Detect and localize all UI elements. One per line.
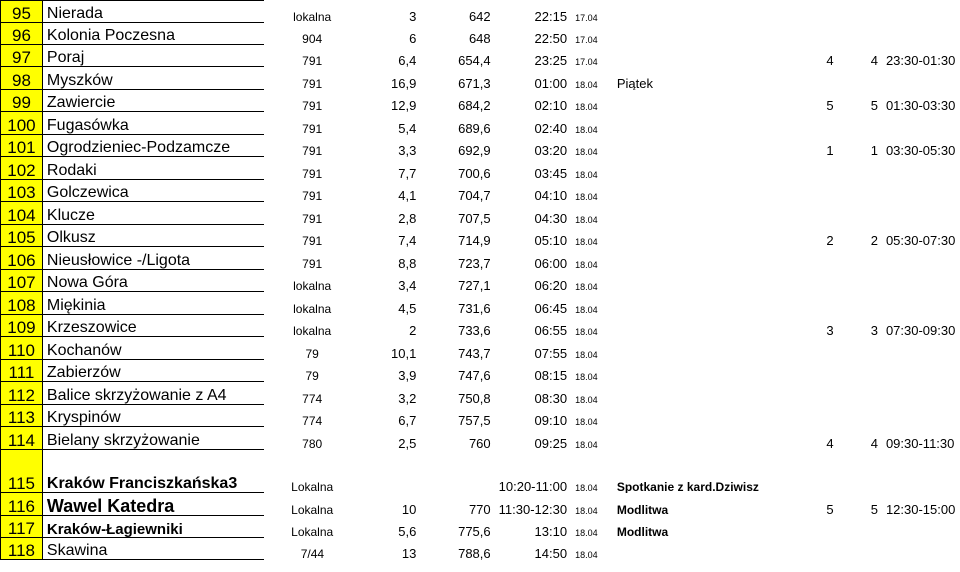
road-number: lokalna <box>293 9 332 23</box>
place-name: Balice skrzyżowanie z A4 <box>42 382 264 405</box>
distance: 3,2 <box>398 390 417 405</box>
note <box>613 180 790 202</box>
road-number: 79 <box>305 368 319 382</box>
rest-count: 4 <box>826 435 834 450</box>
rest-group <box>838 1 882 23</box>
date: 18.04 <box>575 505 598 516</box>
rest-window <box>882 180 960 202</box>
distance: 6,4 <box>398 52 417 67</box>
stop-number: 95 <box>1 1 43 23</box>
road-number: 791 <box>302 233 323 247</box>
place-name: Zabierzów <box>42 360 264 382</box>
table-row <box>1 493 960 516</box>
cumulative-km: 743,7 <box>458 345 491 360</box>
note <box>613 292 790 315</box>
road-number: 791 <box>302 53 323 67</box>
arrival-time: 06:20 <box>534 277 568 292</box>
table-row <box>1 135 960 157</box>
rest-count: 4 <box>826 52 834 67</box>
rest-group: 5 <box>870 501 878 516</box>
place-name: Kraków-Łagiewniki <box>42 516 264 538</box>
distance: 8,8 <box>398 255 417 270</box>
arrival-time: 13:10 <box>534 523 568 538</box>
distance: 3,4 <box>398 277 417 292</box>
cumulative-km: 704,7 <box>458 187 491 202</box>
rest-window <box>882 292 960 315</box>
note: Piątek <box>616 75 653 90</box>
table-row <box>1 23 960 45</box>
road-number: 79 <box>305 346 319 360</box>
rest-window: 09:30-11:30 <box>885 435 955 450</box>
arrival-time: 09:25 <box>534 435 568 450</box>
rest-group <box>838 337 882 360</box>
table-row <box>1 270 960 292</box>
rest-count <box>790 382 837 405</box>
note <box>613 270 790 292</box>
rest-group <box>838 382 882 405</box>
note <box>613 337 790 360</box>
arrival-time: 06:45 <box>534 300 568 315</box>
distance: 4,5 <box>398 300 417 315</box>
rest-count <box>790 516 837 538</box>
date: 18.04 <box>575 169 598 180</box>
place-name: Olkusz <box>42 225 264 247</box>
distance: 5,4 <box>398 120 417 135</box>
arrival-time: 01:00 <box>534 75 568 90</box>
rest-window <box>882 382 960 405</box>
rest-window: 05:30-07:30 <box>885 232 956 247</box>
rest-window <box>882 247 960 270</box>
table-row <box>1 247 960 270</box>
date: 18.04 <box>575 416 598 427</box>
cumulative-km: 684,2 <box>458 97 491 112</box>
distance: 12,9 <box>391 97 417 112</box>
place-name: Poraj <box>42 45 264 67</box>
rest-window: 12:30-15:00 <box>885 501 956 516</box>
distance: 2 <box>409 322 417 337</box>
date: 18.04 <box>575 482 598 493</box>
place-name: Kochanów <box>42 337 264 360</box>
distance: 7,4 <box>398 232 417 247</box>
rest-group <box>838 247 882 270</box>
rest-window: 23:30-01:30 <box>885 52 956 67</box>
rest-count <box>790 67 837 90</box>
distance: 7,7 <box>398 165 417 180</box>
cumulative-km: 642 <box>468 8 491 23</box>
rest-group <box>838 202 882 225</box>
rest-window <box>882 112 960 135</box>
cumulative-km <box>420 450 494 493</box>
table-row <box>1 67 960 90</box>
rest-window <box>882 405 960 427</box>
stop-number: 104 <box>1 202 43 225</box>
stop-number: 116 <box>1 493 43 516</box>
rest-group: 4 <box>870 52 878 67</box>
distance: 5,6 <box>398 523 417 538</box>
rest-count <box>790 292 837 315</box>
road-number: Lokalna <box>291 524 334 538</box>
place-name: Fugasówka <box>42 112 264 135</box>
rest-group: 5 <box>870 97 878 112</box>
cumulative-km: 723,7 <box>458 255 491 270</box>
arrival-time: 03:20 <box>534 142 568 157</box>
cumulative-km: 707,5 <box>458 210 491 225</box>
distance: 3 <box>409 8 417 23</box>
rest-window <box>882 23 960 45</box>
rest-group <box>838 450 882 493</box>
arrival-time: 08:15 <box>534 367 568 382</box>
arrival-time: 23:25 <box>534 52 568 67</box>
road-number: 791 <box>302 121 323 135</box>
place-name: Rodaki <box>42 157 264 180</box>
date: 18.04 <box>575 371 598 382</box>
place-name: Nierada <box>42 1 264 23</box>
rest-window <box>882 202 960 225</box>
road-number: lokalna <box>293 278 332 292</box>
stop-number: 98 <box>1 67 43 90</box>
arrival-time: 09:10 <box>534 412 568 427</box>
table-row <box>1 112 960 135</box>
arrival-time: 07:55 <box>534 345 568 360</box>
distance: 2,8 <box>398 210 417 225</box>
note <box>613 360 790 382</box>
distance: 2,5 <box>398 435 417 450</box>
cumulative-km: 700,6 <box>458 165 491 180</box>
road-number: Lokalna <box>291 502 334 516</box>
date: 18.04 <box>575 527 598 538</box>
rest-window: 01:30-03:30 <box>885 97 956 112</box>
table-row <box>1 225 960 247</box>
table-row <box>1 292 960 315</box>
stop-number: 117 <box>1 516 43 538</box>
stop-number: 102 <box>1 157 43 180</box>
road-number: 791 <box>302 76 323 90</box>
rest-count <box>790 157 837 180</box>
arrival-time: 08:30 <box>534 390 568 405</box>
table-row <box>1 315 960 337</box>
stop-number: 110 <box>1 337 43 360</box>
date: 18.04 <box>575 304 598 315</box>
stop-number: 97 <box>1 45 43 67</box>
date: 18.04 <box>575 549 598 560</box>
date: 17.04 <box>575 12 598 23</box>
rest-group <box>838 516 882 538</box>
note <box>613 45 790 67</box>
table-row <box>1 45 960 67</box>
rest-group: 2 <box>870 232 878 247</box>
note <box>613 90 790 112</box>
table-row <box>1 360 960 382</box>
place-name: Kolonia Poczesna <box>42 23 264 45</box>
road-number: 774 <box>302 391 323 405</box>
note <box>613 315 790 337</box>
rest-window <box>882 337 960 360</box>
place-name: Kryspinów <box>42 405 264 427</box>
note <box>613 157 790 180</box>
cumulative-km: 757,5 <box>458 412 491 427</box>
note <box>613 405 790 427</box>
rest-count <box>790 1 837 23</box>
table-row <box>1 382 960 405</box>
date: 18.04 <box>575 281 598 292</box>
rest-window: 07:30-09:30 <box>885 322 956 337</box>
place-name: Klucze <box>42 202 264 225</box>
rest-group <box>838 157 882 180</box>
table-row <box>1 450 960 493</box>
date: 18.04 <box>575 326 598 337</box>
cumulative-km: 750,8 <box>458 390 491 405</box>
place-name: Zawiercie <box>42 90 264 112</box>
stop-number: 105 <box>1 225 43 247</box>
stop-number: 99 <box>1 90 43 112</box>
note <box>613 23 790 45</box>
date: 18.04 <box>575 191 598 202</box>
stop-number: 103 <box>1 180 43 202</box>
place-name: Nieusłowice -/Ligota <box>42 247 264 270</box>
cumulative-km: 788,6 <box>458 545 491 560</box>
cumulative-km: 733,6 <box>458 322 491 337</box>
note <box>613 135 790 157</box>
note <box>613 112 790 135</box>
note <box>613 382 790 405</box>
cumulative-km: 770 <box>468 501 491 516</box>
road-number: 7/44 <box>300 546 325 560</box>
rest-count <box>790 247 837 270</box>
cumulative-km: 714,9 <box>458 232 491 247</box>
rest-window <box>882 67 960 90</box>
note: Modlitwa <box>616 502 669 516</box>
place-name: Golczewica <box>42 180 264 202</box>
rest-group: 3 <box>870 322 878 337</box>
table-row <box>1 180 960 202</box>
place-name: Kraków Franciszkańska3 <box>42 450 264 493</box>
place-name: Myszków <box>42 67 264 90</box>
place-name: Skawina <box>42 538 264 560</box>
note: Spotkanie z kard.Dziwisz <box>616 479 759 493</box>
road-number: 774 <box>302 413 323 427</box>
road-number: 791 <box>302 166 323 180</box>
rest-group <box>838 292 882 315</box>
rest-count <box>790 270 837 292</box>
road-number: lokalna <box>293 323 332 337</box>
rest-window <box>882 270 960 292</box>
date: 18.04 <box>575 124 598 135</box>
date: 18.04 <box>575 214 598 225</box>
road-number: 791 <box>302 98 323 112</box>
stop-number: 111 <box>1 360 43 382</box>
road-number: 791 <box>302 211 323 225</box>
note <box>613 1 790 23</box>
road-number: Lokalna <box>291 479 334 493</box>
arrival-time: 22:50 <box>534 30 568 45</box>
rest-window <box>882 538 960 560</box>
stop-number: 106 <box>1 247 43 270</box>
rest-count <box>790 112 837 135</box>
rest-group <box>838 405 882 427</box>
rest-count: 2 <box>826 232 834 247</box>
stop-number: 109 <box>1 315 43 337</box>
stop-number: 101 <box>1 135 43 157</box>
note <box>613 225 790 247</box>
distance: 10,1 <box>391 345 417 360</box>
date: 18.04 <box>575 259 598 270</box>
rest-count: 1 <box>826 142 834 157</box>
rest-count: 5 <box>826 97 834 112</box>
distance: 3,9 <box>398 367 417 382</box>
arrival-time: 10:20-11:00 <box>498 478 568 493</box>
arrival-time: 06:00 <box>534 255 568 270</box>
cumulative-km: 731,6 <box>458 300 491 315</box>
road-number: 791 <box>302 256 323 270</box>
arrival-time: 02:10 <box>534 97 568 112</box>
stop-number: 118 <box>1 538 43 560</box>
rest-count <box>790 405 837 427</box>
note: Modlitwa <box>616 524 669 538</box>
distance: 4,1 <box>398 187 417 202</box>
rest-group <box>838 360 882 382</box>
date: 17.04 <box>575 34 598 45</box>
stop-number: 114 <box>1 427 43 450</box>
table-row <box>1 516 960 538</box>
note <box>613 202 790 225</box>
rest-group <box>838 112 882 135</box>
rest-group: 1 <box>870 142 878 157</box>
rest-count <box>790 360 837 382</box>
road-number: lokalna <box>293 301 332 315</box>
arrival-time: 14:50 <box>534 545 568 560</box>
rest-window <box>882 450 960 493</box>
date: 18.04 <box>575 349 598 360</box>
rest-count: 3 <box>826 322 834 337</box>
stop-number: 96 <box>1 23 43 45</box>
rest-count: 5 <box>826 501 834 516</box>
rest-window <box>882 1 960 23</box>
rest-window <box>882 157 960 180</box>
distance: 6,7 <box>398 412 417 427</box>
rest-window <box>882 516 960 538</box>
stop-number: 113 <box>1 405 43 427</box>
rest-count <box>790 23 837 45</box>
arrival-time: 04:30 <box>534 210 568 225</box>
road-number: 791 <box>302 143 323 157</box>
table-row <box>1 538 960 560</box>
date: 18.04 <box>575 79 598 90</box>
road-number: 904 <box>302 31 323 45</box>
date: 18.04 <box>575 236 598 247</box>
stop-number: 112 <box>1 382 43 405</box>
cumulative-km: 654,4 <box>458 52 491 67</box>
rest-window <box>882 360 960 382</box>
road-number: 791 <box>302 188 323 202</box>
distance: 16,9 <box>391 75 417 90</box>
arrival-time: 03:45 <box>534 165 568 180</box>
date: 17.04 <box>575 56 598 67</box>
rest-group <box>838 538 882 560</box>
rest-group <box>838 270 882 292</box>
place-name: Bielany skrzyżowanie <box>42 427 264 450</box>
rest-count <box>790 450 837 493</box>
rest-group <box>838 67 882 90</box>
rest-count <box>790 180 837 202</box>
date: 18.04 <box>575 146 598 157</box>
place-name: Krzeszowice <box>42 315 264 337</box>
rest-count <box>790 538 837 560</box>
table-row <box>1 337 960 360</box>
distance: 6 <box>409 30 417 45</box>
rest-count <box>790 337 837 360</box>
cumulative-km: 727,1 <box>458 277 491 292</box>
stop-number: 107 <box>1 270 43 292</box>
place-name: Wawel Katedra <box>42 493 264 516</box>
table-row <box>1 202 960 225</box>
rest-group <box>838 180 882 202</box>
stop-number: 108 <box>1 292 43 315</box>
table-row <box>1 1 960 23</box>
arrival-time: 05:10 <box>534 232 568 247</box>
stop-number: 100 <box>1 112 43 135</box>
cumulative-km: 671,3 <box>458 75 491 90</box>
table-row <box>1 90 960 112</box>
table-row <box>1 157 960 180</box>
date: 18.04 <box>575 101 598 112</box>
rest-window: 03:30-05:30 <box>885 142 956 157</box>
table-row <box>1 427 960 450</box>
cumulative-km: 760 <box>468 435 491 450</box>
cumulative-km: 747,6 <box>458 367 491 382</box>
distance <box>361 450 420 493</box>
place-name: Ogrodzieniec-Podzamcze <box>42 135 264 157</box>
distance: 3,3 <box>398 142 417 157</box>
rest-group: 4 <box>870 435 878 450</box>
table-row <box>1 405 960 427</box>
date: 18.04 <box>575 394 598 405</box>
distance: 13 <box>401 545 417 560</box>
arrival-time: 04:10 <box>534 187 568 202</box>
arrival-time: 02:40 <box>534 120 568 135</box>
note <box>613 427 790 450</box>
distance: 10 <box>401 501 417 516</box>
cumulative-km: 692,9 <box>458 142 491 157</box>
cumulative-km: 775,6 <box>458 523 491 538</box>
cumulative-km: 648 <box>468 30 491 45</box>
stop-number: 115 <box>1 450 43 493</box>
arrival-time: 06:55 <box>534 322 568 337</box>
place-name: Miękinia <box>42 292 264 315</box>
note <box>613 538 790 560</box>
note <box>613 247 790 270</box>
arrival-time: 11:30-12:30 <box>498 501 568 516</box>
rest-count <box>790 202 837 225</box>
date: 18.04 <box>575 439 598 450</box>
cumulative-km: 689,6 <box>458 120 491 135</box>
arrival-time: 22:15 <box>534 8 568 23</box>
road-number: 780 <box>302 436 323 450</box>
place-name: Nowa Góra <box>42 270 264 292</box>
rest-group <box>838 23 882 45</box>
